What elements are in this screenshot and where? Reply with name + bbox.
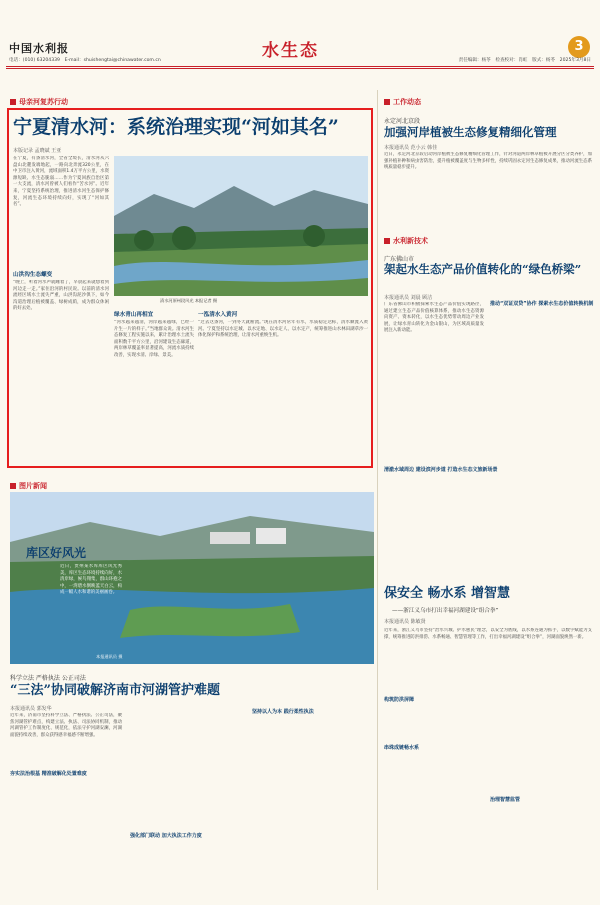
lead-byline: 本版记录 孟晓斌 王亚: [13, 148, 62, 154]
column-divider: [377, 90, 378, 890]
masthead: [0, 0, 600, 70]
yiwu-headline: 保安全 畅水系 增智慧: [384, 586, 511, 601]
river-photo: [114, 156, 368, 296]
section-label-new-tech: 水利新技术: [384, 236, 428, 246]
jinan-headline: “三法”协同破解济南市河湖管护难题: [10, 683, 220, 698]
lead-para-1: “晚上，听着河水声就睡着了，早晨起来就想着到河边走一走。”家住沿河的村民说。以前的清水河流经区域水土流失严重，山洪沟泥沙俱下，如今沟道治理后植被覆盖、绿树成荫，成为群众休闲的好去处。: [13, 280, 109, 312]
jinan-para: 近年来，济南市坚持科学立法、严格执法、公正司法，聚焦河湖管护难点，构建立法、执法、司法协同机制，推动河湖管护工作制度化、规范化，依法守护河湖安澜，河湖面貌持续改善，群众获得感幸福感不断增强。: [10, 713, 122, 738]
jinan-subhead-2: 强化部门联动 加大执法工作力度: [130, 833, 202, 839]
masthead-rule-thin: [6, 68, 594, 69]
lead-subhead-1: 山洪沟生态螺变: [13, 272, 53, 278]
masthead-rule: [6, 66, 594, 67]
foshan-subhead-1: 推动“双证双贷”协作 探索水生态价值转换机制: [490, 301, 594, 307]
yongding-headline: 加强河岸植被生态修复精细化管理: [384, 125, 557, 139]
foshan-kicker: 广东佛山市: [384, 256, 415, 263]
foshan-headline: 架起水生态产品价值转化的“绿色桥梁”: [384, 262, 582, 276]
lead-para-3: “过去这条河，一到冬天就断流。”现在清水河常年有水，水质稳定达标，清水顺流入黄河。宁夏坚持以水定城、以水定地、以水定人、以水定产，统筹推进山水林田湖草沙一体化保护和系统治理，让清水河重焕生机。: [198, 320, 368, 339]
yiwu-subhead-1: 构筑防洪屏障: [384, 697, 415, 703]
section-title: 水生态: [262, 41, 319, 61]
page-number-badge: 3: [568, 36, 590, 58]
jinan-subhead-3: 坚持以人为本 践行柔性执法: [252, 709, 314, 715]
contact-line: [9, 57, 591, 63]
contact-info: 电话：(010) 63204339 E-mail：shuishengtai@chinawater.com.cn: [9, 58, 161, 63]
foshan-subhead-2: 清澈水域周边 建设滨河步道 打造水生态文旅新场景: [384, 467, 498, 473]
section-label-work-news: 工作动态: [384, 97, 421, 107]
yiwu-subline: ——浙江义乌市打出幸福河湖建设“组合拳”: [392, 608, 499, 614]
lead-subhead-3: 一泓清水入黄河: [198, 312, 238, 318]
photo-credit: 本报通讯员 摄: [96, 654, 123, 659]
photo-title: 库区好风光: [26, 546, 87, 560]
yongding-kicker: 永定河北京段: [384, 118, 421, 125]
yiwu-subhead-2: 串珠成链畅水系: [384, 745, 420, 751]
yongding-byline: 本报通讯员 范小云 韩佳: [384, 145, 438, 151]
river-photo-caption: 清水河原州段风光 本报记者 摄: [160, 298, 218, 303]
jinan-byline: 本报通讯员 郭发华: [10, 706, 52, 712]
yongding-para: 近日，永定河北京段启动河岸植被生态修复精细化管理工作，针对河道两岸林草植被开展分区分类养护，加强补植补种和病虫害防治，提升植被覆盖度与生物多样性，持续巩固永定河生态修复成果，推动河流生态系统质量稳步提升。: [384, 152, 592, 171]
lead-intro: 在宁夏，有条清水河，全省全境长，清水河从六盘山北麓发端地起，一路向北奔流320公里，在中卫市注入黄河，流域面积1.4万平方公里，水资源短缺、水生态脆弱……作为宁夏回族自治区第一大支流，清水河曾被人们看作“苦水河”。近年来，宁夏坚持系统治理，推进清水河生态保护修复，河流生态环境持续向好，实现了“河如其名”。: [13, 156, 109, 208]
paper-name: 中国水利报: [9, 42, 69, 55]
jinan-subhead-1: 夯实法治根基 精准破解化处置难度: [10, 771, 87, 777]
lead-para-2: “河水越来越清，河岸越来越绿，已经一片生一片的样子。”当地群众说。清水河生态修复工程实施以来，累计治理水土流失面积数千平方公里，沿河建设生态廊道，两岸林草覆盖率显著提高，河流水质持续改善，实现水清、岸绿、景美。: [114, 320, 194, 358]
section-label-river-revival: 母亲河复苏行动: [10, 97, 68, 107]
section-label-photo-news: 图片新闻: [10, 481, 47, 491]
foshan-byline: 本报通讯员 刘晨 顾洁: [384, 295, 433, 301]
photo-desc: 近日，贵州某水库库区风光秀美，库区生态环境持续向好，水清岸绿，候鸟翔集，群山环抱之中，一湾碧水倒映蓝天白云，构成一幅人水和谐的美丽画卷。: [60, 564, 122, 596]
lead-subhead-2: 绿水青山再相宜: [114, 312, 154, 318]
lead-headline: 宁夏清水河：系统治理实现“河如其名”: [13, 116, 339, 138]
yiwu-para: 近年来，浙江义乌市坚持“治水兴城、护水惠民”理念，以安全为底线，以水系连通为抓手，以数字赋能为支撑，统筹推进防洪排涝、水系畅通、智慧管理等工作，打出幸福河湖建设“组合拳”，河湖面貌焕然一新。: [384, 628, 592, 640]
editor-info: 责任编辑：杨苓 检查校对：肖虹 版式：杨苓 2025年3月8日: [458, 58, 591, 63]
yiwu-byline: 本报通讯员 陈敏贤: [384, 619, 426, 625]
yiwu-subhead-3: 治理智慧监管: [490, 797, 521, 803]
foshan-para: 广东省佛山市积极探索水生态产品价值实现路径，通过建立生态产品价值核算体系，推动水生态资源向资产、资本转化，以水生态优势带动周边产业发展，让绿水青山转化为金山银山，为区域高质量发展注入新动能。: [384, 302, 484, 334]
jinan-kicker: 科学立法 严格执法 公正司法: [10, 675, 86, 682]
